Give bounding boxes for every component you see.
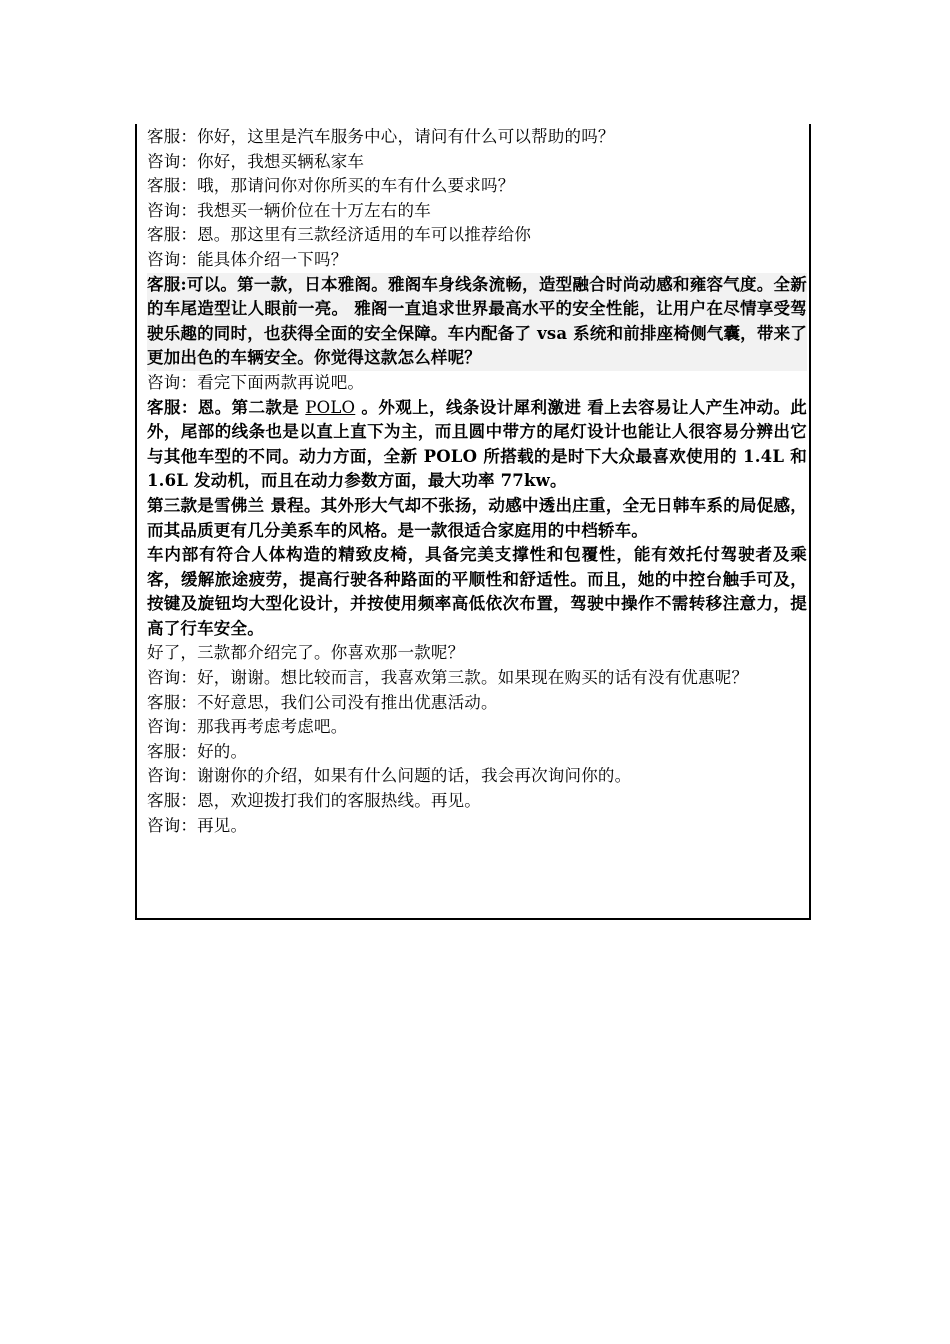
dialogue-line: 客服：不好意思，我们公司没有推出优惠活动。: [147, 692, 498, 712]
dialogue-line: 咨询：我想买一辆价位在十万左右的车: [147, 200, 431, 220]
dialogue-line: 咨询：那我再考虑考虑吧。: [147, 717, 348, 737]
dialogue-line: 客服：你好，这里是汽车服务中心，请问有什么可以帮助的吗？: [147, 127, 615, 146]
dialogue-line: 咨询：谢谢你的介绍，如果有什么问题的话，我会再次询问你的。: [147, 766, 632, 786]
dialogue-line: 咨询：看完下面两款再说吧。: [147, 372, 365, 392]
cruze-interior-description: 车内部有符合人体构造的精致皮椅，具备完美支撑性和包覆性，能有效托付驾驶者及乘客，缓解旅途疲劳，提高行驶各种路面的平顺性和舒适性。而且，她的中控台触手可及，按键及旋钮均大型化设计，并按使用频率高低依次布置，驾驶中操作不需转移注意力，提高了行车安全。: [147, 545, 807, 638]
dialogue-line: 客服：恩。那这里有三款经济适用的车可以推荐给你: [147, 225, 532, 245]
dialogue-line: 咨询：好，谢谢。想比较而言，我喜欢第三款。如果现在购买的话有没有优惠呢？: [147, 668, 749, 688]
polo-description: [147, 396, 807, 494]
accord-description: 客服:可以。第一款，日本雅阁。雅阁车身线条流畅，造型融合时尚动感和雍容气度。全新的车尾造型让人眼前一亮。 雅阁一直追求世界最高水平的安全性能，让用户在尽情享受驾驶乐趣的同时，也获得全面的安全保障。车内配备了 vsa 系统和前排座椅侧气囊，带来了更加出色的车辆安全。你觉得这款怎么样呢？: [147, 273, 807, 371]
dialogue-line: 咨询：你好，我想买辆私家车: [147, 151, 365, 171]
cruze-description: 第三款是雪佛兰 景程。其外形大气却不张扬，动感中透出庄重，全无日韩车系的局促感，而其品质更有几分美系车的风格。是一款很适合家庭用的中档轿车。: [147, 495, 807, 540]
dialogue-line: 咨询：再见。: [147, 815, 248, 835]
polo-detail-text: 。外观上，线条设计犀利激进 看上去容易让人产生冲动。此外，尾部的线条也是以直上直下为主，而且圆中带方的尾灯设计也能让人很容易分辨出它与其他车型的不同。动力方面，全新 POLO 所搭载的是时下大众最喜欢使用的 1.4L 和 1.6L 发动机，而且在动力参数方面，最大功率 77kw。: [147, 397, 807, 491]
polo-intro-text: 客服：恩。第二款是: [147, 397, 306, 417]
dialogue-content: [147, 125, 807, 838]
polo-link[interactable]: POLO: [305, 397, 356, 417]
dialogue-line: 咨询：能具体介绍一下吗？: [147, 249, 348, 269]
dialogue-line: 客服：哦，那请问你对你所买的车有什么要求吗？: [147, 176, 515, 196]
dialogue-line: 客服：恩，欢迎拨打我们的客服热线。再见。: [147, 791, 481, 811]
dialogue-line: 好了，三款都介绍完了。你喜欢那一款呢？: [147, 643, 465, 663]
dialogue-line: 客服：好的。: [147, 741, 248, 761]
dialogue-frame: [135, 124, 811, 920]
